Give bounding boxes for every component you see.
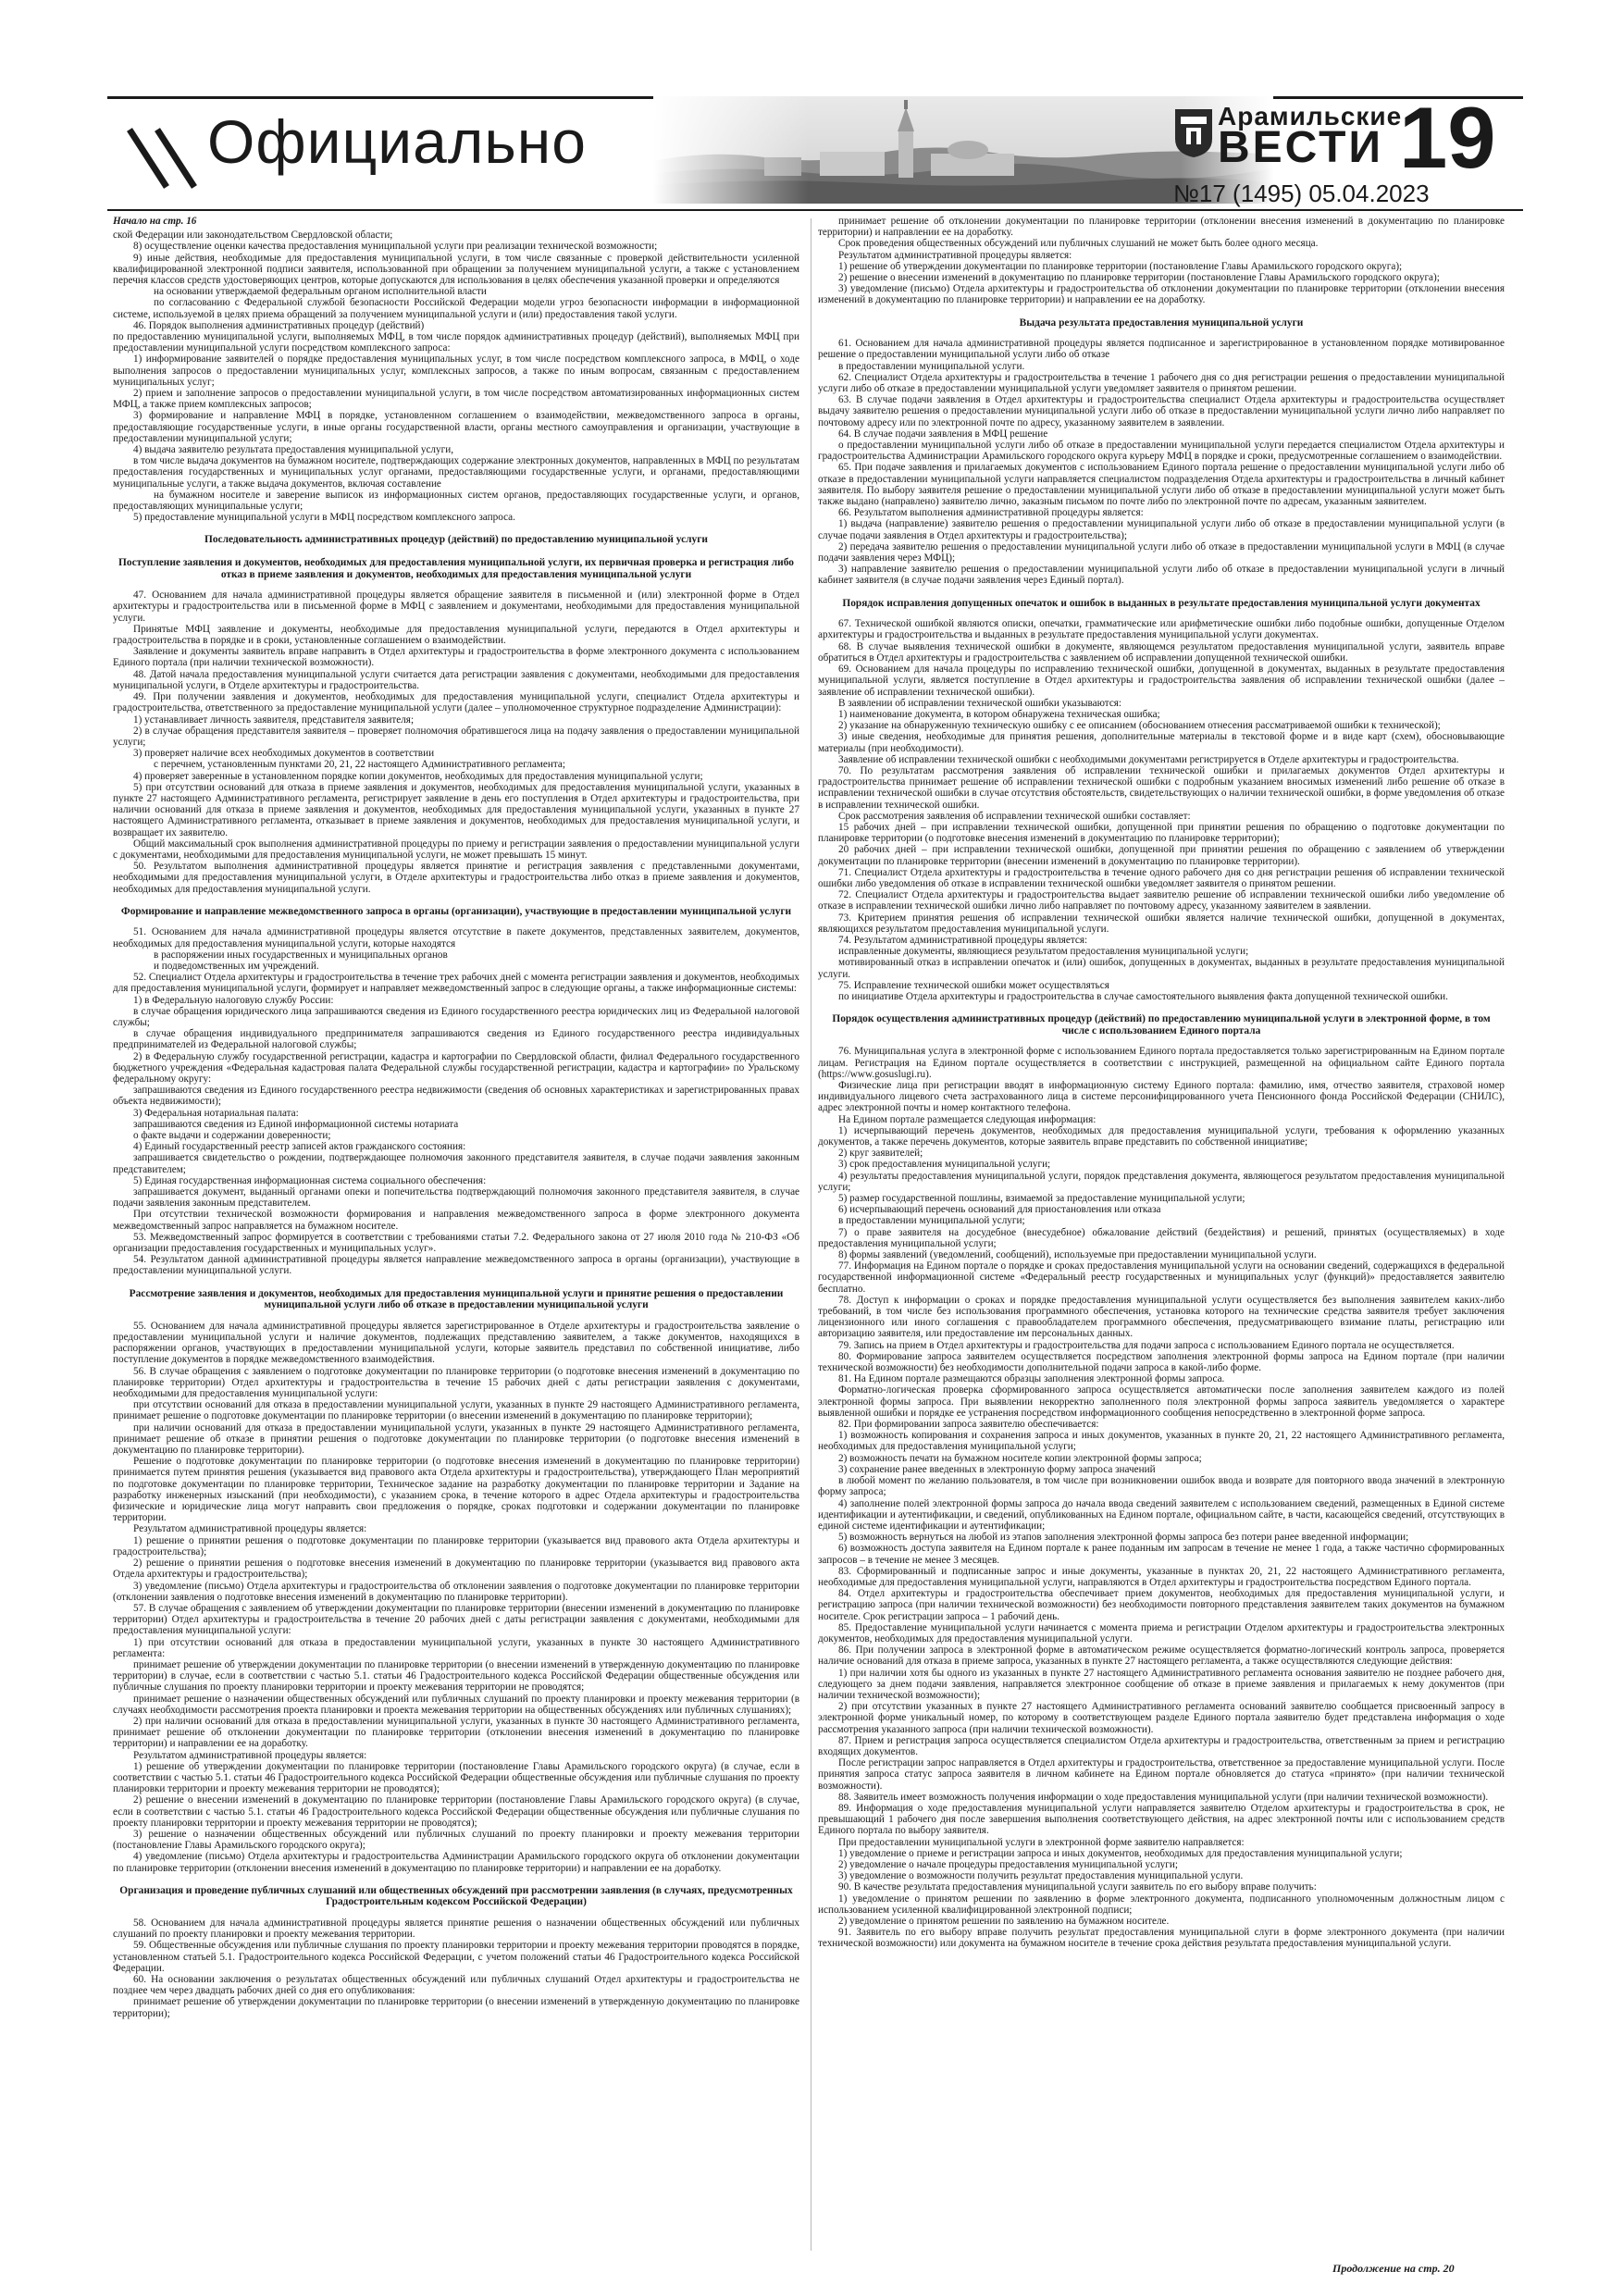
paragraph: 1) в Федеральную налоговую службу России: [133, 994, 334, 1006]
heading-electronic-form: Порядок осуществления административных процедур (действий) по предоставлению муниципальной услуги в электронной форме, в том числе с использованием Единого портала [832, 1013, 1491, 1036]
heading-interagency-request: Формирование и направление межведомственного запроса в органы (организации), участвующие в предоставлении муниципальной услуги [120, 905, 792, 917]
paragraph: 86. При получении запроса в электронной форме в автоматическом режиме осуществляется форматно-логический контроль запроса, проверяется наличие оснований для отказа в приеме запроса, указанных в пункте 27 настоящего регламента, а также осуществляются следующие действия: [818, 1644, 1505, 1668]
paragraph: 1) решение о принятии решения о подготовке документации по планировке территории (указывается вид правового акта Отдела архитектуры и градостроительства); [113, 1534, 799, 1558]
paragraph: 3) иные сведения, необходимые для принятия решения, дополнительные материалы в текстовой форме и в виде карт (схем), обосновывающие материалы (при необходимости). [818, 731, 1505, 754]
left-section-5 [113, 1917, 799, 2019]
paragraph: в распоряжении иных государственных и муниципальных органов [154, 949, 448, 961]
paragraph: Принятые МФЦ заявление и документы, необходимые для предоставления муниципальной услуги, передаются в Отдел архитектуры и градостроительства в порядке и в сроки, установленные соглашением о взаимодействии. [113, 623, 799, 647]
paragraph: 4) результаты предоставления муниципальной услуги, порядок представления документа, являющегося результатом предоставления муниципальной услуги; [818, 1170, 1505, 1193]
paragraph: Срок рассмотрения заявления об исправлении технической ошибки составляет: [838, 810, 1191, 822]
paragraph: 46. Порядок выполнения административных процедур (действий) [133, 319, 425, 331]
paragraph: по инициативе Отдела архитектуры и градостроительства в случае самостоятельного выявления факта допущенной технической ошибки. [838, 990, 1448, 1002]
paragraph: 20 рабочих дней – при исправлении технической ошибки, допущенной при принятии решения по обращению с заявлением об утверждении документации по планировке территории (внесении изменений в документацию по планировке территории). [818, 844, 1505, 867]
paragraph: 91. Заявитель по его выбору вправе получить результат предоставления муниципальной слуги в форме электронного документа (при наличии технической возможности) или документа на бумажном носителе в течение срока действия результата предоставления муниципальной услуги. [818, 1927, 1505, 1950]
paragraph: 1) возможность копирования и сохранения запроса и иных документов, указанных в пункте 20, 21, 22 настоящего Административного регламента, необходимых для предоставления муниципальной услуги; [818, 1430, 1505, 1453]
paragraph: 71. Специалист Отдела архитектуры и градостроительства в течение одного рабочего дня со дня регистрации решения об исправлении технической ошибки либо уведомления об отказе в исправлении технической ошибки уведомляет заявителя о принятом решении. [818, 866, 1505, 889]
paragraph: 5) размер государственной пошлины, взимаемой за предоставление муниципальной услуги; [838, 1193, 1245, 1205]
paragraph: 49. При получении заявления и документов, необходимых для предоставления муниципальной услуги, специалист Отдела архитектуры и градостроительства, ответственного за предоставление муниципальной услуги (далее – уполномоченное структурное подразделение Администрации): [113, 691, 799, 714]
paragraph: 2) в Федеральную службу государственной регистрации, кадастра и картографии по Свердловской области, филиал Федерального государственного бюджетного учреждения «Федеральная кадастровая палата Федеральной службы государственной регистрации, кадастра и картографии» по Уральскому федеральному округу: [113, 1050, 799, 1085]
issue-number-date: №17 (1495) 05.04.2023 [1173, 180, 1430, 207]
paragraph: 82. При формировании запроса заявителю обеспечивается: [838, 1419, 1099, 1431]
paragraph: 4) Единый государственный реестр записей актов гражданского состояния: [133, 1141, 466, 1153]
paragraph: 15 рабочих дней – при исправлении технической ошибки, допущенной при принятии решения по обращению о подготовке документации по планировке территории (о подготовке внесения изменений в документацию по планировке территории); [818, 821, 1505, 845]
paragraph: Решение о подготовке документации по планировке территории (о подготовке внесения изменений в документацию по планировке территории) принимается путем принятия решения (указывается вид правового акта Отдела архитектуры и градостроительства), утверждающего План мероприятий по подготовке документации по планировке территории, Техническое задание на разработку документации по планировке территории и Задание на разработку инженерных изысканий (при необходимости), с указанием срока, в течение которого в адрес Отдела архитектуры и градостроительства физические и юридические лица могут направить свои предложения о порядке, сроках подготовки и содержании документации по планировке территории. [113, 1456, 799, 1524]
paragraph: 2) прием и заполнение запросов о предоставлении муниципальной услуги, в том числе посредством автоматизированных информационных систем МФЦ, а также прием комплексных запросов; [113, 388, 799, 411]
paragraph: 3) уведомление (письмо) Отдела архитектуры и градостроительства об отклонении документации по планировке территории (отклонении внесения изменений в документацию по планировке территории) и направлении ее на доработку. [818, 283, 1505, 306]
paragraph: 58. Основанием для начала административной процедуры является принятие решения о назначении общественных обсуждений или публичных слушаний по проекту планировки и проекту межевания территории. [113, 1917, 799, 1941]
paragraph: 59. Общественные обсуждения или публичные слушания по проекту планировки территории и проекту межевания территории проводятся в порядке, установленном статьей 5.1. Градостроительного кодекса Российской Федерации, с учетом положений статьи 46 Градостроительного кодекса Российской Федерации. [113, 1940, 799, 1974]
paragraph: принимает решение об утверждении документации по планировке территории (о внесении изменений в утвержденную документацию по планировке территории); [113, 1996, 799, 2019]
paragraph: 53. Межведомственный запрос формируется в соответствии с требованиями статьи 7.2. Федерального закона от 27 июля 2010 года № 210-ФЗ «Об организации предоставления государственных и муниципальных услуг». [113, 1231, 799, 1255]
heading-receipt-of-application: Поступление заявления и документов, необходимых для предоставления муниципальной услуги, их первичная проверка и регистрация либо отказ в приеме заявления и документов, необходимых для предоставления муниципальной услуги [118, 557, 794, 580]
paragraph: 3) сохранение ранее введенных в электронную форму запроса значений [838, 1463, 1156, 1475]
paragraph: 69. Основанием для начала процедуры по исправлению технической ошибки, допущенной в документах, выданных в результате предоставления муниципальной услуги, является поступление в Отдел архитектуры и градостроительства заявления об исправлении технической ошибки (далее – заявление об исправлении технической ошибки). [818, 664, 1505, 698]
paragraph: 2) решение о внесении изменений в документацию по планировке территории (постановление Главы Арамильского городского округа); [838, 272, 1440, 284]
paragraph: 1) информирование заявителей о порядке предоставления муниципальных услуг, в том числе посредством комплексного запроса, в МФЦ, о ходе выполнения запросов о предоставлении муниципальных услуг, комплексных запросов, а также по иным вопросам, связанным с предоставлением муниципальных услуг; [113, 354, 799, 388]
paragraph: Заявление об исправлении технической ошибки с необходимыми документами регистрируется в Отделе архитектуры и градостроительства. [838, 753, 1459, 765]
paragraph: 88. Заявитель имеет возможность получения информации о ходе предоставления муниципальной услуги (при наличии технической возможности). [838, 1791, 1489, 1803]
paragraph: 3) Федеральная нотариальная палата: [133, 1107, 299, 1119]
paragraph: 80. Формирование запроса заявителем осуществляется посредством заполнения электронной формы запроса на Едином портале (при наличии технической возможности) без необходимости дополнительной подачи запроса в какой-либо форме. [818, 1350, 1505, 1374]
heading-issuing-result: Выдача результата предоставления муниципальной услуги [1019, 316, 1304, 329]
left-section-3 [113, 926, 799, 1276]
paragraph: 1) устанавливает личность заявителя, представителя заявителя; [133, 714, 415, 726]
left-column [113, 216, 799, 2256]
paragraph: 7) о праве заявителя на досудебное (внесудебное) обжалование действий (бездействия) и решений, принятых (осуществляемых) в ходе предоставления муниципальной услуги; [818, 1226, 1505, 1249]
paragraph: по согласованию с Федеральной службой безопасности Российской Федерации модели угроз безопасности информации в информационной системе, используемой в целях приема обращений за получением муниципальной услуги и (или) предоставления такой услуги. [113, 297, 799, 320]
paragraph: в предоставлении муниципальной услуги; [838, 1215, 1025, 1227]
paragraph: 6) возможность доступа заявителя на Едином портале к ранее поданным им запросам в течение не менее 1 года, а также частично сформированных запросов – в течение не менее 3 месяцев. [818, 1543, 1505, 1566]
paragraph: Результатом административной процедуры является: [133, 1523, 367, 1535]
right-section-4 [818, 1046, 1505, 1949]
paragraph: ской Федерации или законодательством Свердловской области; [113, 230, 393, 242]
paragraph: 51. Основанием для начала административной процедуры является отсутствие в пакете документов, представленных заявителем, документов, необходимых для предоставления муниципальной услуги, которые находятся [113, 926, 799, 949]
paragraph: Общий максимальный срок выполнения административной процедуры по приему и регистрации заявления о предоставлении муниципальной услуги с документами, необходимыми для предоставления муниципальной услуги, не может превышать 15 минут. [113, 838, 799, 861]
paragraph: 1) решение об утверждении документации по планировке территории (постановление Главы Арамильского городского округа); [838, 260, 1403, 272]
paragraph: В заявлении об исправлении технической ошибки указываются: [838, 697, 1122, 709]
paragraph: в любой момент по желанию пользователя, в том числе при возникновении ошибок ввода и возврате для повторного ввода значений в электронную форму запроса; [818, 1475, 1505, 1498]
paragraph: 55. Основанием для начала административной процедуры является зарегистрированное в Отделе архитектуры и градостроительства заявление о предоставлении муниципальной услуги и наличие документов, подлежащих представлению заявителем, а также документов, находящихся в распоряжении органов, участвующих в предоставлении муниципальной услуги, которые заявитель представил по собственной инициативе, либо поступление документов в порядке межведомственного взаимодействия. [113, 1320, 799, 1366]
paragraph: При отсутствии технической возможности формирования и направления межведомственного запроса в форме электронного документа межведомственный запрос направляется на бумажном носителе. [113, 1209, 799, 1232]
heading-procedure-sequence: Последовательность административных процедур (действий) по предоставлению муниципальной услуги [204, 534, 708, 546]
paragraph: 4) уведомление (письмо) Отдела архитектуры и градостроительства Администрации Арамильского городского округа об отклонении документации по планировке территории (отклонении внесения изменений в документацию по планировке территории) и направлении ее на доработку. [113, 1851, 799, 1874]
paragraph: 64. В случае подачи заявления в МФЦ решение [838, 428, 1048, 440]
paragraph: 1) уведомление о приеме и регистрации запроса и иных документов, необходимых для предоставления муниципальной услуги; [838, 1847, 1403, 1859]
paragraph: 79. Запись на прием в Отдел архитектуры и градостроительства для подачи запроса с использованием Единого портала не осуществляется. [838, 1339, 1455, 1351]
column-divider [811, 218, 812, 2251]
heading-review-and-decision: Рассмотрение заявления и документов, необходимых для предоставления муниципальной услуги и принятие решения о предоставлении муниципальной услуги либо об отказе в предоставлении муниципальной услуги [129, 1287, 784, 1311]
continued-from-note: Начало на стр. 16 [113, 216, 197, 227]
paragraph: Результатом административной процедуры является: [133, 1749, 367, 1761]
heading-public-hearings: Организация и проведение публичных слушаний или общественных обсуждений при рассмотрении заявления (в случаях, предусмотренных Градостроительным кодексом Российской Федерации) [119, 1884, 793, 1908]
paragraph: 68. В случае выявления технической ошибки в документе, являющемся результатом предоставления муниципальной услуги, заявитель вправе обратиться в Отдел архитектуры и градостроительства с заявлением об исправлении допущенной технической ошибки. [818, 640, 1505, 664]
paragraph: 3) формирование и направление МФЦ в порядке, установленном соглашением о взаимодействии, межведомственного запроса в органы, предоставляющие государственные услуги, в иные органы государственной власти, органы местного самоуправления и организации, участвующие в предоставлении муниципальной услуги; [113, 410, 799, 444]
paragraph: 4) выдача заявителю результата предоставления муниципальной услуги, [133, 444, 453, 456]
paragraph: 2) уведомление о принятом решении по заявлению на бумажном носителе. [838, 1916, 1170, 1928]
paragraph: Срок проведения общественных обсуждений или публичных слушаний не может быть более одного месяца. [838, 238, 1319, 250]
left-section-4 [113, 1321, 799, 1874]
left-section-2 [113, 590, 799, 894]
paragraph: запрашиваются сведения из Единого государственного реестра недвижимости (сведения об основных характеристиках и зарегистрированных правах объекта недвижимости); [113, 1085, 799, 1108]
paragraph: 54. Результатом данной административной процедуры является направление межведомственного запроса в органы (организации), участвующие в предоставлении муниципальной услуги. [113, 1254, 799, 1277]
paragraph: запрашивается документ, выданный органами опеки и попечительства подтверждающий полномочия законного представителя заявителя, в случае подачи заявления законным представителем. [113, 1186, 799, 1210]
paragraph: 73. Критерием принятия решения об исправлении технической ошибки является наличие технической ошибки, допущенной в документах, являющихся результатом предоставления муниципальной услуги. [818, 912, 1505, 935]
right-section-1 [818, 216, 1505, 306]
paragraph: 65. При подаче заявления и прилагаемых документов с использованием Единого портала решение о предоставлении муниципальной услуги либо об отказе в предоставлении муниципальной услуги направляется специалистом подразделения Отдела архитектуры и градостроительства в личный кабинет заявителя. По выбору заявителя решение о предоставлении муниципальной услуги либо об отказе в предоставлении муниципальной услуги может быть также выдано (направлено) заявителю лично, заказным письмом по почте либо по электронной почте по адресам, указанным заявителем. [818, 462, 1505, 508]
paragraph: 60. На основании заключения о результатах общественных обсуждений или публичных слушаний Отдел архитектуры и градостроительства не позднее чем через двадцать рабочих дней со дня его опубликования: [113, 1973, 799, 1997]
paragraph: 3) решение о назначении общественных обсуждений или публичных слушаний по проекту планировки и проекту межевания территории (постановление Главы Арамильского городского округа); [113, 1828, 799, 1852]
paragraph: 2) передача заявителю решения о предоставлении муниципальной услуги либо об отказе в предоставлении муниципальной услуги в МФЦ (в случае подачи заявления через МФЦ); [818, 540, 1505, 565]
paragraph: исправленные документы, являющиеся результатом предоставления муниципальной услуги; [838, 946, 1249, 958]
paragraph: 9) иные действия, необходимые для предоставления муниципальной услуги, в том числе связанные с проверкой действительности усиленной квалифицированной электронной подписи заявителя, использованной при обращении за получением муниципальной услуги, а также с установлением перечня классов средств удостоверяющих центров, которые допускаются для использования в целях обеспечения указанной проверки и определяются [113, 252, 799, 287]
paragraph: 57. В случае обращения с заявлением об утверждении документации по планировке территории (внесении изменений в документацию по планировке территории) Отдел архитектуры и градостроительства в течение 20 рабочих дней с даты регистрации заявления с документами, необходимыми для предоставления муниципальной услуги: [113, 1602, 799, 1637]
paragraph: 89. Информация о ходе предоставления муниципальной услуги направляется заявителю Отделом архитектуры и градостроительства в срок, не превышающий 1 рабочего дня после завершения выполнения соответствующего действия, на адрес электронной почты или с использованием средств Единого портала по выбору заявителя. [818, 1802, 1505, 1837]
paragraph: при отсутствии оснований для отказа в предоставлении муниципальной услуги, указанных в пункте 29 настоящего Административного регламента, принимает решение о подготовке документации по планировке территории (о внесении изменений в документацию по планировке территории); [113, 1399, 799, 1422]
newspaper-logo-top: Арамильские [1218, 102, 1403, 130]
paragraph: в случае обращения юридического лица запрашиваются сведения из Единого государственного реестра юридических лиц из Федеральной налоговой службы; [113, 1005, 799, 1028]
paragraph: 62. Специалист Отдела архитектуры и градостроительства в течение 1 рабочего дня со дня регистрации решения о предоставлении муниципальной услуги либо об отказе в предоставлении муниципальной услуги уведомляет заявителя о принятом решении. [818, 371, 1505, 395]
paragraph: 3) уведомление (письмо) Отдела архитектуры и градостроительства об отклонении заявления о подготовке документации по планировке территории (отклонении заявления о подготовке внесения изменений в документацию по планировке территории). [113, 1580, 799, 1603]
paragraph: 84. Отдел архитектуры и градостроительства обеспечивает прием документов, необходимых для предоставления муниципальной услуги, и регистрацию запроса (при наличии технической возможности) без необходимости повторного представления заявителем таких документов на бумажном носителе. Срок регистрации запроса – 1 рабочий день. [818, 1588, 1505, 1622]
paragraph: 1) при отсутствии оснований для отказа в предоставлении муниципальной услуги, указанных в пункте 30 настоящего Административного регламента: [113, 1636, 799, 1659]
double-slash-icon [124, 126, 205, 191]
masthead-bottom-rule [107, 209, 1523, 211]
paragraph: 4) заполнение полей электронной формы запроса до начала ввода сведений заявителем с использованием сведений, размещенных в Единой системе идентификации и аутентификации, и сведений, опубликованных на Едином портале, официальном сайте, в части, касающейся сведений, отсутствующих в единой системе идентификации и аутентификации; [818, 1497, 1505, 1532]
paragraph: 2) при отсутствии указанных в пункте 27 настоящего Административного регламента оснований заявителю сообщается присвоенный запросу в электронной форме уникальный номер, по которому в соответствующем разделе Единого портала заявителю будет представлена информация о ходе рассмотрения указанного запроса (при наличии технической возможности). [818, 1701, 1505, 1735]
paragraph: 70. По результатам рассмотрения заявления об исправлении технической ошибки и прилагаемых документов Отдел архитектуры и градостроительства принимает решение об исправлении технической ошибки с подробным указанием вносимых изменений либо решение об отказе в исправлении технической ошибки в случае отсутствия обстоятельств, свидетельствующих о наличии технической ошибки, в форме уведомления об отказе в исправлении технической ошибки. [818, 764, 1505, 811]
paragraph: 8) осуществление оценки качества предоставления муниципальной услуги при реализации технической возможности; [133, 241, 658, 253]
paragraph: 5) Единая государственная информационная система социального обеспечения: [133, 1174, 487, 1186]
paragraph: 48. Датой начала предоставления муниципальной услуги считается дата регистрации заявления с документами, необходимыми для предоставления муниципальной услуги, в Отделе архитектуры и градостроительства. [113, 668, 799, 691]
paragraph: 63. В случае подачи заявления в Отдел архитектуры и градостроительства специалист Отдела архитектуры и градостроительства осуществляет выдачу заявителю решения о предоставлении муниципальной услуги либо об отказе в предоставлении муниципальной услуги лично либо направляет по почтовому адресу или по электронной почте по адресу, указанному заявителем в заявлении. [818, 394, 1505, 428]
paragraph: 2) в случае обращения представителя заявителя – проверяет полномочия обратившегося лица на подачу заявления о предоставлении муниципальной услуги; [113, 725, 799, 748]
paragraph: принимает решение об утверждении документации по планировке территории (о внесении изменений в утвержденную документацию по планировке территории) в случае, если в соответствии с частью 5.1. статьи 46 Градостроительного кодекса Российской Федерации общественные обсуждения или публичные слушания по проекту планировки территории и проекту межевания территории не проводятся; [113, 1658, 799, 1694]
paragraph: 83. Сформированный и подписанные запрос и иные документы, указанные в пунктах 20, 21, 22 настоящего Административного регламента, необходимые для предоставления муниципальной услуги, направляются в Отдел архитектуры и градостроительства посредством Единого портала. [818, 1565, 1505, 1588]
paragraph: в предоставлении муниципальной услуги. [838, 360, 1025, 372]
masthead [107, 89, 1523, 207]
paragraph: На Едином портале размещается следующая информация: [838, 1113, 1096, 1125]
paragraph: Результатом административной процедуры является: [838, 249, 1072, 261]
paragraph: при наличии оснований для отказа в предоставлении муниципальной услуги, указанных в пункте 29 настоящего Административного регламента, принимает решение об отказе в принятии решения о подготовке документации по планировке территории (о подготовке внесения изменений в документацию по планировке территории). [113, 1421, 799, 1457]
paragraph: 5) при отсутствии оснований для отказа в приеме заявления и документов, необходимых для предоставления муниципальной услуги, указанных в пункте 27 настоящего Административного регламента, регистрирует заявление в день его поступления в Отдел архитектуры и градостроительства, при наличии оснований для отказа в приеме заявления и документов, необходимых для предоставления муниципальной услуги, указанных в пункте 27 настоящего Административного регламента, отказывает в приеме заявления и документов, необходимых для предоставления муниципальной услуги, и возвращает их заявителю. [113, 781, 799, 838]
right-column [818, 216, 1505, 2256]
paragraph: 3) направление заявителю решения о предоставлении муниципальной услуги либо об отказе в предоставлении муниципальной услуги в личный кабинет заявителя (в случае подачи заявления через Единый портал). [818, 564, 1505, 587]
paragraph: Заявление и документы заявитель вправе направить в Отдел архитектуры и градостроительства в форме электронного документа с использованием Единого портала (при наличии технической возможности). [113, 646, 799, 669]
newspaper-logo-main: ВЕСТИ [1218, 123, 1383, 172]
paragraph: Физические лица при регистрации вводят в информационную систему Единого портала: фамилию, имя, отчество заявителя, страховой номер индивидуального лицевого счета застрахованного лица в системе персонифицированного учета Пенсионного фонда Российской Федерации (СНИЛС), адрес электронной почты и номер контактного телефона. [818, 1079, 1505, 1114]
paragraph: 1) наименование документа, в котором обнаружена техническая ошибка; [838, 708, 1160, 720]
section-title: Официально [207, 107, 587, 176]
paragraph: принимает решение об отклонении документации по планировке территории (отклонении внесения изменений в документацию по планировке территории) и направлении ее на доработку. [818, 216, 1505, 239]
paragraph: 76. Муниципальная услуга в электронной форме с использованием Единого портала предоставляется только зарегистрированным на Едином портале лицам. Регистрация на Едином портале осуществляется в соответствии с инструкцией, размещенной на официальном сайте Единого портала (https://www.gosuslugi.ru). [818, 1046, 1505, 1080]
heading-correcting-errors: Порядок исправления допущенных опечаток и ошибок в выданных в результате предоставления муниципальной услуги документах [842, 597, 1481, 609]
paragraph: 1) при наличии хотя бы одного из указанных в пункте 27 настоящего Административного регламента основания заявителю не позднее рабочего дня, следующего за днем подачи заявления, направляется электронное сообщение об отказе в приеме заявления и прилагаемых к нему документов (при наличии технической возможности); [818, 1667, 1505, 1701]
paragraph: 3) проверяет наличие всех необходимых документов в соответствии [133, 748, 435, 760]
paragraph: 81. На Едином портале размещаются образцы заполнения электронной формы запроса. [838, 1373, 1225, 1385]
paragraph: 90. В качестве результата предоставления муниципальной услуги заявитель по его выбору вправе получить: [838, 1881, 1317, 1893]
paragraph: 50. Результатом выполнения административной процедуры является принятие и регистрация заявления с представленными документами, необходимыми для предоставления муниципальной услуги, в Отделе архитектуры и градостроительства либо отказ в приеме заявления и документов, необходимых для предоставления муниципальной услуги. [113, 861, 799, 895]
paragraph: 72. Специалист Отдела архитектуры и градостроительства выдает заявителю решение об исправлении технической ошибки либо уведомление об отказе в исправлении технической ошибки лично либо направляет по почтовому адресу, указанному заявителем в заявлении. [818, 889, 1505, 912]
paragraph: 1) решение об утверждении документации по планировке территории (постановление Главы Арамильского городского округа) (в случае, если в соответствии с частью 5.1. статьи 46 Градостроительного кодекса Российской Федерации общественные обсуждения или публичные слушания по проекту планировки территории и проекту межевания территории не проводятся); [113, 1760, 799, 1795]
paragraph: 77. Информация на Едином портале о порядке и сроках предоставления муниципальной услуги на основании сведений, содержащихся в федеральной государственной информационной системе «Федеральный реестр государственных и муниципальных услуг (функций)» предоставляется заявителю бесплатно. [818, 1260, 1505, 1295]
paragraph: 66. Результатом выполнения административной процедуры является: [838, 507, 1144, 519]
paragraph: запрашиваются сведения из Единой информационной системы нотариата [133, 1118, 459, 1130]
paragraph: 67. Технической ошибкой являются описки, опечатки, грамматические или арифметические ошибки либо подобные ошибки, допущенные Отделом архитектуры и градостроительства и выданных в результате предоставления муниципальной услуги документах. [818, 618, 1505, 641]
paragraph: о предоставлении муниципальной услуги либо об отказе в предоставлении муниципальной услуги передается специалистом Отдела архитектуры и градостроительства Администрации Арамильского городского округа курьеру МФЦ в порядке и сроки, предусмотренные соглашением о взаимодействии. [818, 440, 1505, 463]
paragraph: в случае обращения индивидуального предпринимателя запрашиваются сведения из Единого государственного реестра индивидуальных предпринимателей из Федеральной налоговой службы; [113, 1028, 799, 1051]
paragraph: и подведомственных им учреждений. [154, 960, 319, 972]
paragraph: Форматно-логическая проверка сформированного запроса осуществляется автоматически после заполнения заявителем каждого из полей электронной формы запроса. При выявлении некорректно заполненного поля электронной формы запроса заявитель уведомляется о характере выявленной ошибки и порядке ее устранения посредством информационного сообщения непосредственно в электронной форме запроса. [818, 1384, 1505, 1419]
paragraph: 1) уведомление о принятом решении по заявлению в форме электронного документа, подписанного уполномоченным должностным лицом с использованием усиленной квалифицированной электронной подписи; [818, 1893, 1505, 1916]
paragraph: После регистрации запрос направляется в Отдел архитектуры и градостроительства, ответственное за предоставление муниципальной услуги. После принятия запроса статус запроса заявителя в личном кабинете на Едином портале обновляется до статуса «принято» (при наличии технической возможности). [818, 1757, 1505, 1792]
paragraph: При предоставлении муниципальной услуги в электронной форме заявителю направляется: [838, 1836, 1245, 1848]
paragraph: мотивированный отказ в исправлении опечаток и (или) ошибок, допущенных в документах, выданных в результате предоставления муниципальной услуги. [818, 957, 1505, 980]
paragraph: 87. Прием и регистрация запроса осуществляется специалистом Отдела архитектуры и градостроительства, ответственным за прием и регистрацию входящих документов. [818, 1734, 1505, 1757]
paragraph: 2) указание на обнаруженную техническую ошибку с ее описанием (обоснованием отнесения рассматриваемой ошибки к технической); [838, 720, 1441, 732]
paragraph: 47. Основанием для начала административной процедуры является обращение заявителя в письменной и (или) электронной форме в Отдел архитектуры и градостроительства или в письменной форме в МФЦ с заявлением и документами, необходимыми для предоставления муниципальной услуги. [113, 590, 799, 624]
paragraph: 2) при наличии оснований для отказа в предоставлении муниципальной услуги, указанных в пункте 30 настоящего Административного регламента, принимает решение об отклонении документации по планировке территории (отклонении внесения изменений в документацию по планировке территории) и направлении ее на доработку. [113, 1715, 799, 1750]
paragraph: 56. В случае обращения с заявлением о подготовке документации по планировке территории (о подготовке внесения изменений в документацию по планировке территории) Отдел архитектуры и градостроительства в течение 15 рабочих дней с даты регистрации заявления с документами, необходимыми для предоставления муниципальной услуги: [113, 1365, 799, 1400]
paragraph: 74. Результатом административной процедуры является: [838, 934, 1088, 946]
paragraph: 1) выдача (направление) заявителю решения о предоставлении муниципальной услуги либо об отказе в предоставлении муниципальной услуги (в случае подачи заявления в Отдел архитектуры и градостроительства); [818, 518, 1505, 541]
paragraph: 85. Предоставление муниципальной услуги начинается с момента приема и регистрации Отделом архитектуры и градостроительства электронных документов, необходимых для предоставления муниципальной услуги. [818, 1621, 1505, 1644]
paragraph: 8) формы заявлений (уведомлений, сообщений), используемые при предоставлении муниципальной услуги. [838, 1249, 1317, 1261]
page-number: 19 [1399, 89, 1496, 186]
paragraph: 78. Доступ к информации о сроках и порядке предоставления муниципальной услуги осуществляется без выполнения заявителем каких-либо требований, в том числе без использования программного обеспечения, установка которого на технические средства заявителя требует заключения лицензионного или иного соглашения с правообладателем программного обеспечения, предусматривающего взимание платы, регистрацию или авторизацию заявителя, или предоставление им персональных данных. [818, 1294, 1505, 1340]
paragraph: 2) круг заявителей; [838, 1148, 923, 1160]
paragraph: на бумажном носителе и заверение выписок из информационных систем органов, предоставляющих государственные услуги, и органов, предоставляющих муниципальные услуги; [113, 489, 799, 513]
paragraph: 75. Исправление технической ошибки может осуществляться [838, 979, 1109, 991]
paragraph: 5) возможность вернуться на любой из этапов заполнения электронной формы запроса без потери ранее введенной информации; [838, 1532, 1409, 1544]
paragraph: 2) решение о внесении изменений в документацию по планировке территории (постановление Главы Арамильского городского округа) (в случае, если в соответствии с частью 5.1. статьи 46 Градостроительного кодекса Российской Федерации общественные обсуждения или публичные слушания по проекту планировки территории и проекту межевания территории не проводятся); [113, 1794, 799, 1829]
paragraph: 6) исчерпывающий перечень оснований для приостановления или отказа [838, 1204, 1161, 1216]
paragraph: 3) срок предоставления муниципальной услуги; [838, 1159, 1051, 1171]
paragraph: 5) предоставление муниципальной услуги в МФЦ посредством комплексного запроса. [133, 512, 515, 524]
paragraph: на основании утверждаемой федеральным органом исполнительной власти [154, 286, 487, 298]
paragraph: по предоставлению муниципальной услуги, выполняемых МФЦ, в том числе порядок административных процедур (действий), выполняемых МФЦ при предоставлении муниципальной услуги посредством комплексного запроса: [113, 331, 799, 354]
right-section-2 [818, 338, 1505, 586]
paragraph: 4) проверяет заверенные в установленном порядке копии документов, необходимых для предоставления муниципальной услуги; [133, 770, 703, 782]
paragraph: запрашивается свидетельство о рождении, подтверждающее полномочия законного представителя заявителя, в случае подачи заявления законным представителем; [113, 1152, 799, 1175]
right-section-3 [818, 618, 1505, 1002]
paragraph: 1) исчерпывающий перечень документов, необходимых для предоставления муниципальной услуги, требования к оформлению указанных документов, а также перечень документов, которые заявитель вправе представить по собственной инициативе; [818, 1124, 1505, 1148]
paragraph: 2) решение о принятии решения о подготовке внесения изменений в документацию по планировке территории (указывается вид правового акта Отдела архитектуры и градостроительства); [113, 1558, 799, 1581]
left-section-1 [113, 230, 799, 523]
town-coat-of-arms-icon [1173, 107, 1214, 159]
paragraph: о факте выдачи и содержании доверенности; [133, 1130, 331, 1141]
continued-on-note: Продолжение на стр. 20 [1332, 2262, 1455, 2275]
paragraph: принимает решение о назначении общественных обсуждений или публичных слушаний по проекту планировки и проекту межевания территории (в случаях необходимости рассмотрения проекта планировки и проекта межевания территории на общественных обсуждениях или публичных слушаниях); [113, 1693, 799, 1716]
paragraph: в том числе выдача документов на бумажном носителе, подтверждающих содержание электронных документов, направленных в МФЦ по результатам предоставления государственных и муниципальных услуг органами, предоставляющими государственные услуги, и органами, предоставляющими муниципальные услуги, а также выдача документов, включая составление [113, 455, 799, 490]
paragraph: 2) возможность печати на бумажном носителе копии электронной формы запроса; [838, 1452, 1202, 1464]
paragraph: с перечнем, установленным пунктами 20, 21, 22 настоящего Административного регламента; [154, 759, 565, 771]
paragraph: 52. Специалист Отдела архитектуры и градостроительства в течение трех рабочих дней с момента регистрации заявления и документов, необходимых для предоставления муниципальной услуги, формирует и направляет межведомственный запрос в следующие органы, а также информационные системы: [113, 972, 799, 995]
paragraph: 3) уведомление о возможности получить результат предоставления муниципальной услуги. [838, 1870, 1244, 1882]
paragraph: 61. Основанием для начала административной процедуры является подписанное и зарегистрированное в установленном порядке мотивированное решение о предоставлении муниципальной услуги либо об отказе [818, 338, 1505, 361]
paragraph: 2) уведомление о начале процедуры предоставления муниципальной услуги; [838, 1859, 1178, 1870]
